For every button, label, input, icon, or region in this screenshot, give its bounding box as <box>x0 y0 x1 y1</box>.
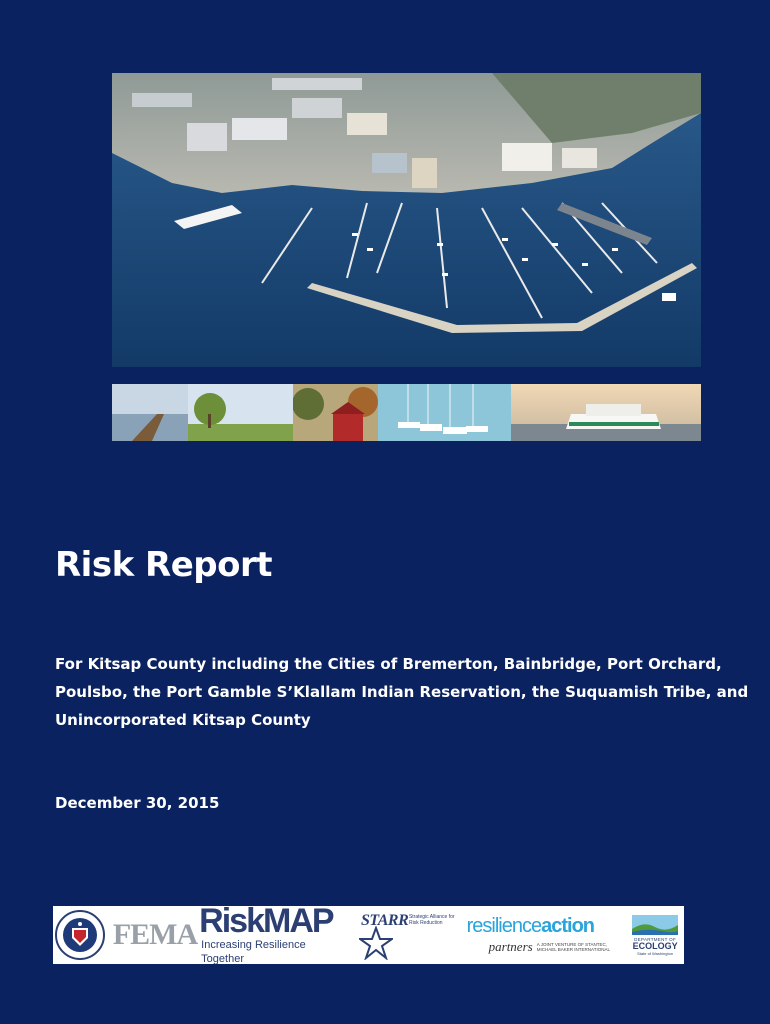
tree-field-photo <box>188 384 293 441</box>
starr-tagline: Strategic Alliance for Risk Reduction <box>408 914 455 926</box>
partners-tagline: A JOINT VENTURE OF STANTEC, MICHAEL BAKER INTERNATIONAL <box>536 942 610 952</box>
ferry-photo <box>511 384 701 441</box>
riskmap-logo <box>199 906 351 964</box>
red-barn-photo <box>293 384 378 441</box>
fema-wordmark: FEMA <box>112 918 198 951</box>
partners-wordmark: partners <box>488 939 533 954</box>
ecology-state-label: State of Washington <box>637 950 674 956</box>
resilience-action-wordmark: resilienceaction <box>466 915 595 937</box>
riskmap-tagline: Increasing Resilience Together <box>201 939 306 964</box>
ecology-landscape-icon <box>632 915 678 935</box>
ecology-dept-label: DEPARTMENT OF <box>634 936 677 942</box>
riskmap-wordmark: RiskMAP <box>199 906 333 940</box>
report-title: Risk Report <box>55 545 272 585</box>
report-date: December 30, 2015 <box>55 794 220 812</box>
partner-logo-banner <box>53 906 684 964</box>
star-icon <box>359 926 393 960</box>
starr-logo <box>357 906 467 964</box>
dhs-seal-icon <box>55 910 105 960</box>
dhs-seal-logo <box>53 906 107 964</box>
resilience-action-partners-logo <box>467 906 627 964</box>
starr-wordmark: STARR <box>360 912 409 929</box>
fema-logo <box>107 906 197 964</box>
boardwalk-photo <box>112 384 188 441</box>
photo-strip <box>112 384 701 441</box>
report-subtitle: For Kitsap County including the Cities of Bremerton, Bainbridge, Port Orchard, Poulsbo, the Port Gamble S’Klallam Indian Reservation, the Suquamish Tribe, and Unincorporated Kitsap County <box>55 655 749 729</box>
ecology-wordmark: ECOLOGY <box>632 940 678 951</box>
ecology-logo <box>626 906 684 964</box>
sailboats-photo <box>378 384 511 441</box>
hero-aerial-photo <box>112 73 701 367</box>
